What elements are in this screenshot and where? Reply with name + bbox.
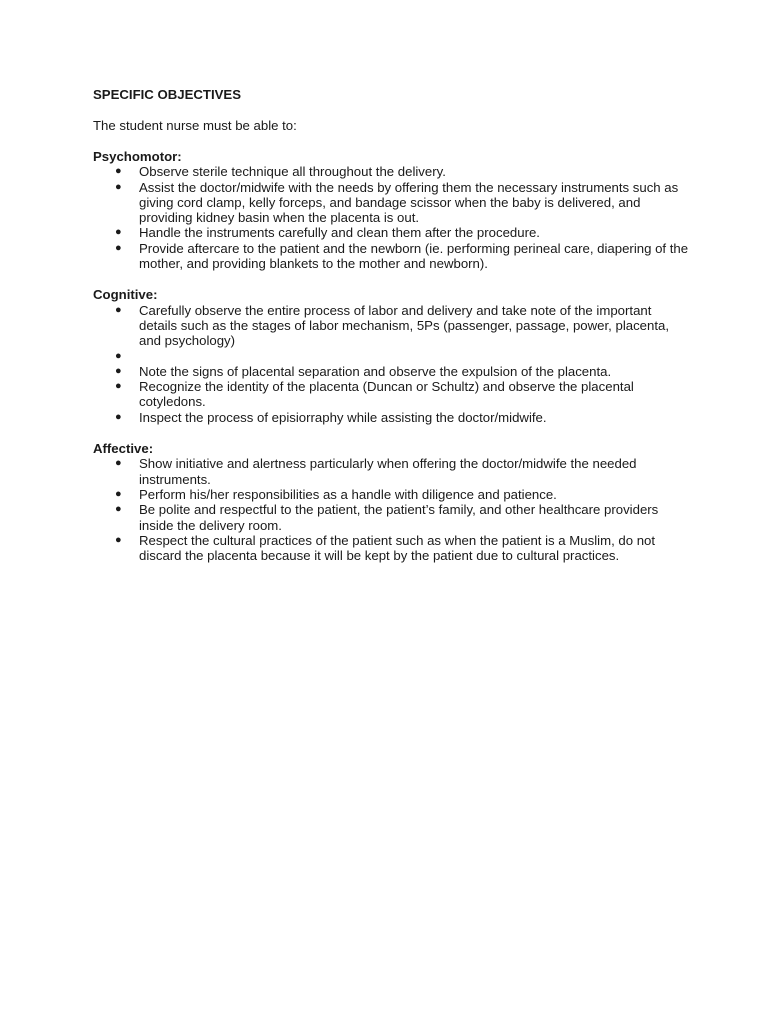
list-item-text: Inspect the process of episiorraphy while assisting the doctor/midwife. — [139, 409, 547, 425]
bullet-icon: ● — [115, 380, 122, 393]
section-heading: Psychomotor: — [93, 149, 182, 164]
bullet-icon: ● — [115, 503, 122, 516]
list-item-text: Carefully observe the entire process of labor and delivery and take note of the important details such as the stages of labor mechanism, 5Ps (passenger, passage, power, placenta, and psychology) — [139, 302, 670, 349]
objective-list — [93, 164, 693, 271]
objective-list — [93, 303, 693, 425]
list-item-text: Provide aftercare to the patient and the newborn (ie. performing perineal care, diapering of the mother, and providing blankets to the mother and newborn). — [139, 240, 689, 272]
bullet-icon: ● — [115, 533, 122, 546]
list-item-text: Assist the doctor/midwife with the needs by offering them the necessary instruments such as giving cord clamp, kelly forceps, and bandage scissor when the baby is delivered, and providing kidney basin when the placenta is out. — [139, 179, 679, 226]
section-cognitive — [93, 287, 693, 425]
intro-text: The student nurse must be able to: — [93, 118, 297, 133]
bullet-icon: ● — [115, 410, 122, 423]
list-item-text: Be polite and respectful to the patient, the patient’s family, and other healthcare providers inside the delivery room. — [139, 502, 659, 533]
list-item — [93, 164, 693, 179]
bullet-icon: ● — [115, 226, 122, 239]
list-item — [93, 303, 693, 349]
list-item-text: Perform his/her responsibilities as a handle with diligence and patience. — [139, 486, 557, 502]
list-item-text: Observe sterile technique all throughout the delivery. — [139, 164, 446, 180]
page-title: SPECIFIC OBJECTIVES — [93, 87, 242, 102]
section-heading: Cognitive: — [93, 287, 158, 303]
section-affective — [93, 441, 693, 563]
bullet-icon: ● — [115, 487, 122, 500]
bullet-icon: ● — [115, 241, 122, 254]
list-item — [93, 349, 693, 364]
bullet-icon: ● — [115, 457, 122, 470]
list-item — [93, 456, 693, 487]
bullet-icon: ● — [115, 349, 122, 362]
list-item — [93, 225, 693, 240]
list-item — [93, 410, 693, 425]
section-heading: Affective: — [93, 441, 154, 457]
list-item — [93, 533, 693, 564]
bullet-icon: ● — [115, 364, 122, 377]
list-item — [93, 364, 693, 379]
list-item — [93, 180, 693, 226]
section-psychomotor — [93, 149, 693, 271]
list-item-text: Respect the cultural practices of the patient such as when the patient is a Muslim, do not discard the placenta because it will be kept by the patient due to cultural practices. — [139, 532, 656, 564]
list-item — [93, 241, 693, 272]
bullet-icon: ● — [115, 165, 122, 178]
list-item-text: Handle the instruments carefully and clean them after the procedure. — [139, 225, 540, 241]
list-item — [93, 502, 693, 533]
list-item-text: Note the signs of placental separation and observe the expulsion of the placenta. — [139, 363, 612, 379]
list-item — [93, 379, 693, 410]
list-item — [93, 487, 693, 502]
document-page — [93, 87, 693, 563]
bullet-icon: ● — [115, 303, 122, 316]
list-item-text: Recognize the identity of the placenta (Duncan or Schultz) and observe the placental cotyledons. — [139, 379, 634, 410]
bullet-icon: ● — [115, 180, 122, 193]
objective-list — [93, 456, 693, 563]
list-item-text: Show initiative and alertness particularly when offering the doctor/midwife the needed instruments. — [139, 456, 637, 487]
